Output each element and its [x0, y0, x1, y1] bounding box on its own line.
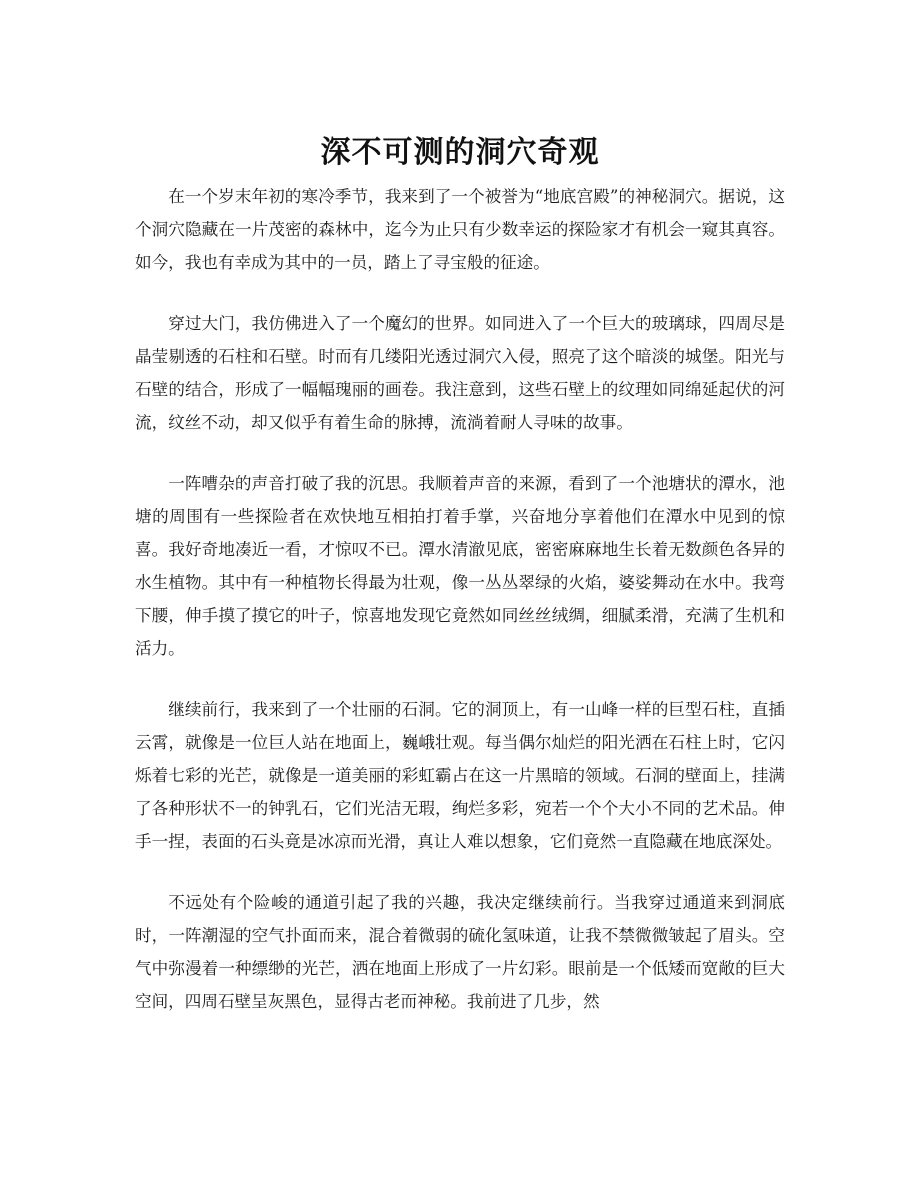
- paragraph-3: 一阵嘈杂的声音打破了我的沉思。我顺着声音的来源，看到了一个池塘状的潭水，池塘的周围有一些探险者在欢快地互相拍打着手掌，兴奋地分享着他们在潭水中见到的惊喜。我好奇地凑近一看，才惊叹不已。潭水清澈见底，密密麻麻地生长着无数颜色各异的水生植物。其中有一种植物长得最为壮观，像一丛丛翠绿的火焰，婆娑舞动在水中。我弯下腰，伸手摸了摸它的叶子，惊喜地发现它竟然如同丝丝绒绸，细腻柔滑，充满了生机和活力。: [135, 474, 785, 658]
- paragraph-1: 在一个岁末年初的寒冷季节，我来到了一个被誉为“地底宫殿”的神秘洞穴。据说，这个洞穴隐藏在一片茂密的森林中，迄今为止只有少数幸运的探险家才有机会一窥其真容。如今，我也有幸成为其中的一员，踏上了寻宝般的征途。: [135, 187, 785, 272]
- article-body: [135, 180, 785, 1046]
- paragraph-5: 不远处有个险峻的通道引起了我的兴趣，我决定继续前行。当我穿过通道来到洞底时，一阵潮湿的空气扑面而来，混合着微弱的硫化氢味道，让我不禁微微皱起了眉头。空气中弥漫着一种缥缈的光芒，洒在地面上形成了一片幻彩。眼前是一个低矮而宽敞的巨大空间，四周石壁呈灰黑色，显得古老而神秘。我前进了几步，然: [135, 893, 785, 1011]
- page-title: 深不可测的洞穴奇观: [320, 135, 600, 171]
- paragraph-4: 继续前行，我来到了一个壮丽的石洞。它的洞顶上，有一山峰一样的巨型石柱，直插云霄，就像是一位巨人站在地面上，巍峨壮观。每当偶尔灿烂的阳光洒在石柱上时，它闪烁着七彩的光芒，就像是一道美丽的彩虹霸占在这一片黑暗的领域。石洞的壁面上，挂满了各种形状不一的钟乳石，它们光洁无瑕，绚烂多彩，宛若一个个大小不同的艺术品。伸手一捏，表面的石头竟是冰凉而光滑，真让人难以想象，它们竟然一直隐藏在地底深处。: [135, 700, 785, 851]
- paragraph-2: 穿过大门，我仿佛进入了一个魔幻的世界。如同进入了一个巨大的玻璃球，四周尽是晶莹剔透的石柱和石壁。时而有几缕阳光透过洞穴入侵，照亮了这个暗淡的城堡。阳光与石壁的结合，形成了一幅幅瑰丽的画卷。我注意到，这些石壁上的纹理如同绵延起伏的河流，纹丝不动，却又似乎有着生命的脉搏，流淌着耐人寻味的故事。: [135, 314, 785, 432]
